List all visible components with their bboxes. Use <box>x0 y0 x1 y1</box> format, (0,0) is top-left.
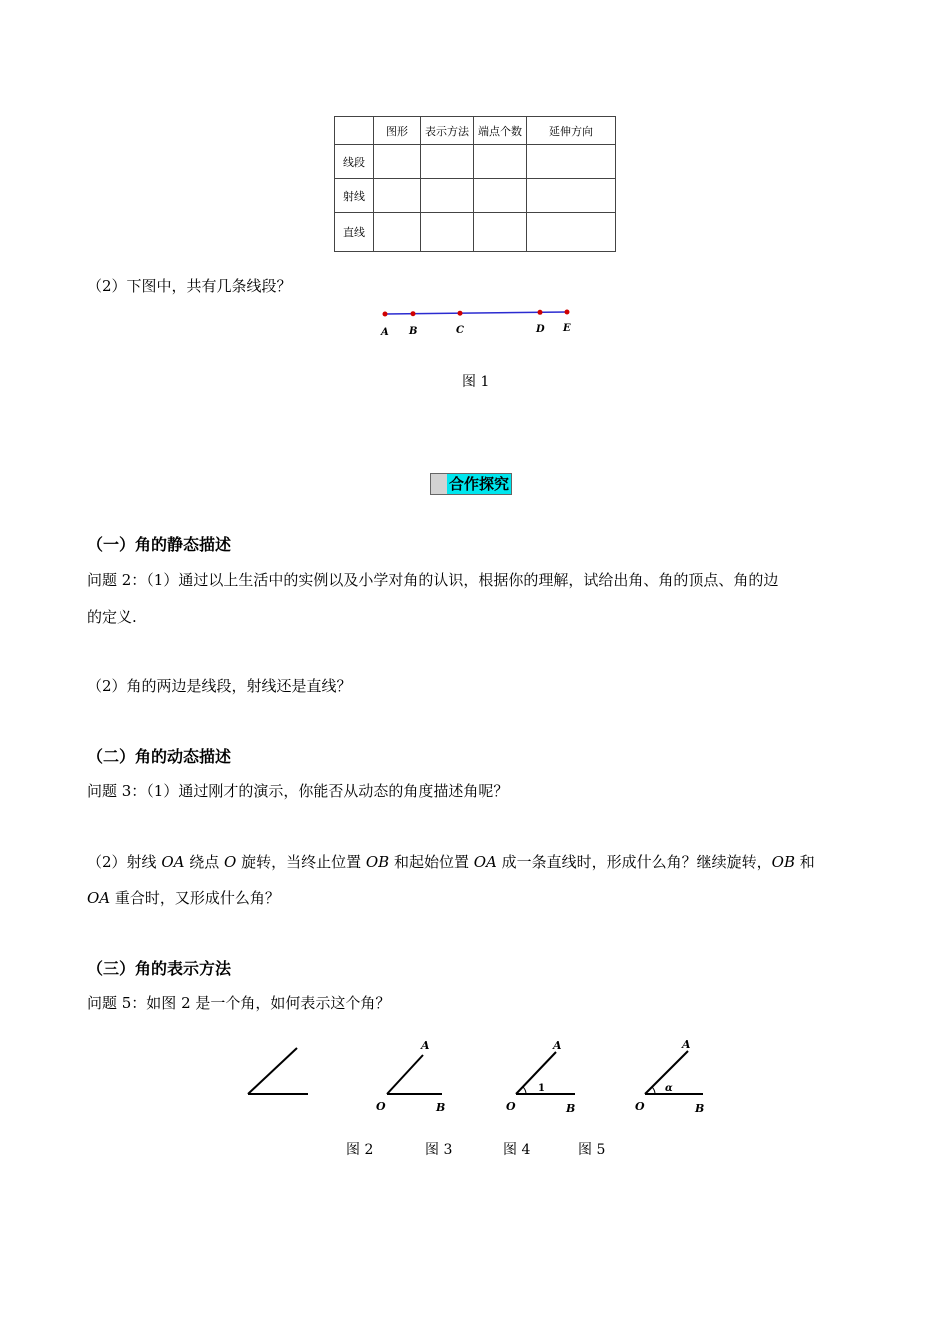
table-cell <box>421 145 474 179</box>
label-b: B <box>436 1101 446 1114</box>
table-row-header: 射线 <box>335 179 374 213</box>
ray-oa: OA <box>473 853 497 871</box>
label-c: C <box>456 325 464 336</box>
ray-oa: OA <box>161 853 185 871</box>
point-b <box>411 311 416 316</box>
table-row-header: 直线 <box>335 213 374 252</box>
point-d <box>538 310 543 315</box>
table-header-cell <box>335 117 374 145</box>
table-row <box>335 145 616 179</box>
ray-ob: OB <box>771 853 795 871</box>
figure-2-caption: 图 2 <box>346 1142 374 1158</box>
label-o: O <box>635 1100 645 1113</box>
label-b: B <box>409 326 418 337</box>
geometry-table <box>334 116 616 252</box>
table-cell <box>374 179 421 213</box>
figure-5-caption: 图 5 <box>578 1142 606 1158</box>
text-span: 成一条直线时，形成什么角？继续旋转， <box>496 853 772 871</box>
label-e: E <box>563 323 571 334</box>
section-2-title: （二）角的动态描述 <box>87 747 232 766</box>
figure-4-angle <box>506 1039 575 1115</box>
figure-2-angle <box>248 1048 308 1094</box>
figure-3-angle <box>376 1039 445 1114</box>
q3-part2-line2 <box>87 888 280 908</box>
figure-3-caption: 图 3 <box>425 1142 453 1158</box>
q5-text: 问题 5：如图 2 是一个角，如何表示这个角？ <box>87 994 391 1012</box>
label-o: O <box>506 1100 516 1113</box>
table-header-cell: 图形 <box>374 117 421 145</box>
figure-4-caption: 图 4 <box>503 1142 531 1158</box>
section-1-title: （一）角的静态描述 <box>87 535 232 554</box>
ray-oa-line <box>387 1055 423 1094</box>
table-cell <box>421 213 474 252</box>
table-header-row <box>335 117 616 145</box>
ray-up <box>248 1048 297 1094</box>
label-b: B <box>566 1102 576 1115</box>
point-o: O <box>224 853 237 871</box>
point-e <box>565 310 570 315</box>
table-cell <box>374 145 421 179</box>
text-span: 和 <box>794 853 815 871</box>
q2-line2: 的定义. <box>87 608 137 626</box>
angle-alpha-label: α <box>665 1083 673 1094</box>
table-cell <box>474 213 527 252</box>
table-cell <box>527 213 616 252</box>
table-cell <box>527 145 616 179</box>
text-span: 旋转，当终止位置 <box>236 853 366 871</box>
angle-arc <box>652 1087 655 1094</box>
banner-gray-block <box>431 474 447 494</box>
figure-1-caption: 图 1 <box>462 374 490 390</box>
angle-arc <box>523 1087 526 1094</box>
ray-oa: OA <box>87 889 111 907</box>
text-span: 重合时，又形成什么角？ <box>110 889 280 907</box>
label-a: A <box>682 1038 691 1051</box>
label-o: O <box>376 1100 386 1113</box>
q2-part2-angle-sides: （2）角的两边是线段，射线还是直线？ <box>87 677 352 695</box>
table-cell <box>527 179 616 213</box>
text-span: 和起始位置 <box>389 853 474 871</box>
section-3-title: （三）角的表示方法 <box>87 959 232 978</box>
banner-text: 合作探究 <box>449 475 510 493</box>
table-header-cell: 表示方法 <box>421 117 474 145</box>
label-a: A <box>421 1039 430 1052</box>
point-c <box>458 311 463 316</box>
table-cell <box>421 179 474 213</box>
ray-ob: OB <box>365 853 390 871</box>
table-row <box>335 179 616 213</box>
q3-part2-line1 <box>87 852 815 872</box>
section-banner <box>430 473 512 495</box>
point-a <box>383 312 388 317</box>
table-cell <box>474 179 527 213</box>
table-header-cell: 延伸方向 <box>527 117 616 145</box>
label-a: A <box>381 327 389 338</box>
ray-oa-line <box>516 1052 556 1094</box>
label-b: B <box>695 1102 705 1115</box>
table-header-cell: 端点个数 <box>474 117 527 145</box>
table-row-header: 线段 <box>335 145 374 179</box>
figure-1-line-diagram <box>370 300 590 342</box>
text-span: （2）射线 <box>87 853 162 871</box>
label-d: D <box>536 324 545 335</box>
q2-line1: 问题 2：（1）通过以上生活中的实例以及小学对角的认识，根据你的理解，试给出角、角的顶点、角的边 <box>87 571 779 589</box>
angle-figures <box>240 1035 720 1120</box>
table-cell <box>374 213 421 252</box>
figure-5-angle <box>635 1038 704 1115</box>
text-span: 绕点 <box>184 853 224 871</box>
table-cell <box>474 145 527 179</box>
label-a: A <box>553 1039 562 1052</box>
angle-number-label: 1 <box>538 1083 545 1094</box>
q2-part2-text: （2）下图中，共有几条线段？ <box>87 277 292 295</box>
q3-line1: 问题 3：（1）通过刚才的演示，你能否从动态的角度描述角呢？ <box>87 782 509 800</box>
table-row <box>335 213 616 252</box>
